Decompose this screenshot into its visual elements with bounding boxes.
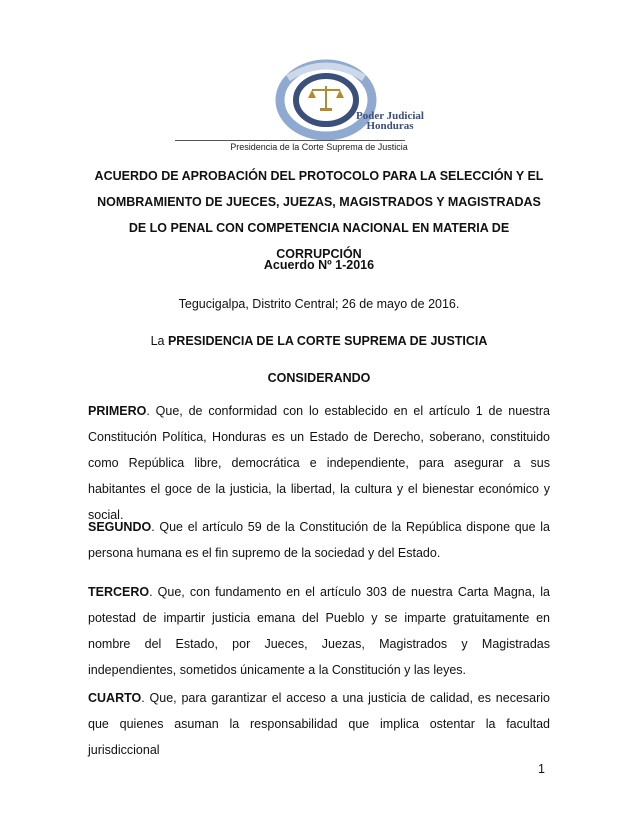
paragraph-primero [88,398,550,528]
presidencia-name: PRESIDENCIA DE LA CORTE SUPREMA DE JUSTICIA [167,334,488,348]
paragraph-text: . Que el artículo 59 de la Constitución de la República dispone que la persona humana es el fin supremo de la sociedad y del Estado. [88,520,550,560]
acuerdo-number: Acuerdo Nº 1-2016 [263,258,375,272]
paragraph-label: TERCERO [88,585,150,599]
paragraph-segundo [88,514,550,566]
document-title: ACUERDO DE APROBACIÓN DEL PROTOCOLO PARA LA SELECCIÓN Y EL NOMBRAMIENTO DE JUECES, JUEZAS, MAGISTRADOS Y MAGISTRADAS DE LO PENAL CON COMPETENCIA NACIONAL EN MATERIA DE CORRUPCIÓN [94,169,544,261]
considerando-heading: CONSIDERANDO [267,371,371,385]
paragraph-label: CUARTO [88,691,142,705]
presidencia-prefix: La [150,334,168,348]
logo-wordmark [340,111,440,131]
paragraph-tercero [88,579,550,683]
paragraph-cuarto [88,685,550,763]
page-number: 1 [538,762,545,776]
presidencia-line [0,334,638,348]
paragraph-text: . Que, para garantizar el acceso a una justicia de calidad, es necesario que quienes asuman la responsabilidad que implica ostentar la facultad jurisdiccional [88,691,550,757]
paragraph-label: PRIMERO [88,404,147,418]
paragraph-label: SEGUNDO [88,520,152,534]
logo-line-1: Poder Judicial [356,110,424,122]
header-divider [175,140,405,141]
logo-line-2: Honduras [366,120,414,132]
paragraph-text: . Que, de conformidad con lo establecido en el artículo 1 de nuestra Constitución Política, Honduras es un Estado de Derecho, soberano, constituido como República libre, democrática e independiente, para asegurar a sus habitantes el goce de la justicia, la libertad, la cultura y el bienestar económico y social. [88,404,550,522]
paragraph-text: . Que, con fundamento en el artículo 303 de nuestra Carta Magna, la potestad de impartir justicia emana del Pueblo y se imparte gratuitamente en nombre del Estado, por Jueces, Juezas, Magistrados y Magistradas independientes, sometidos únicamente a la Constitución y las leyes. [88,585,550,677]
place-date: Tegucigalpa, Distrito Central; 26 de mayo de 2016. [178,297,460,311]
header-caption: Presidencia de la Corte Suprema de Justicia [230,142,408,152]
